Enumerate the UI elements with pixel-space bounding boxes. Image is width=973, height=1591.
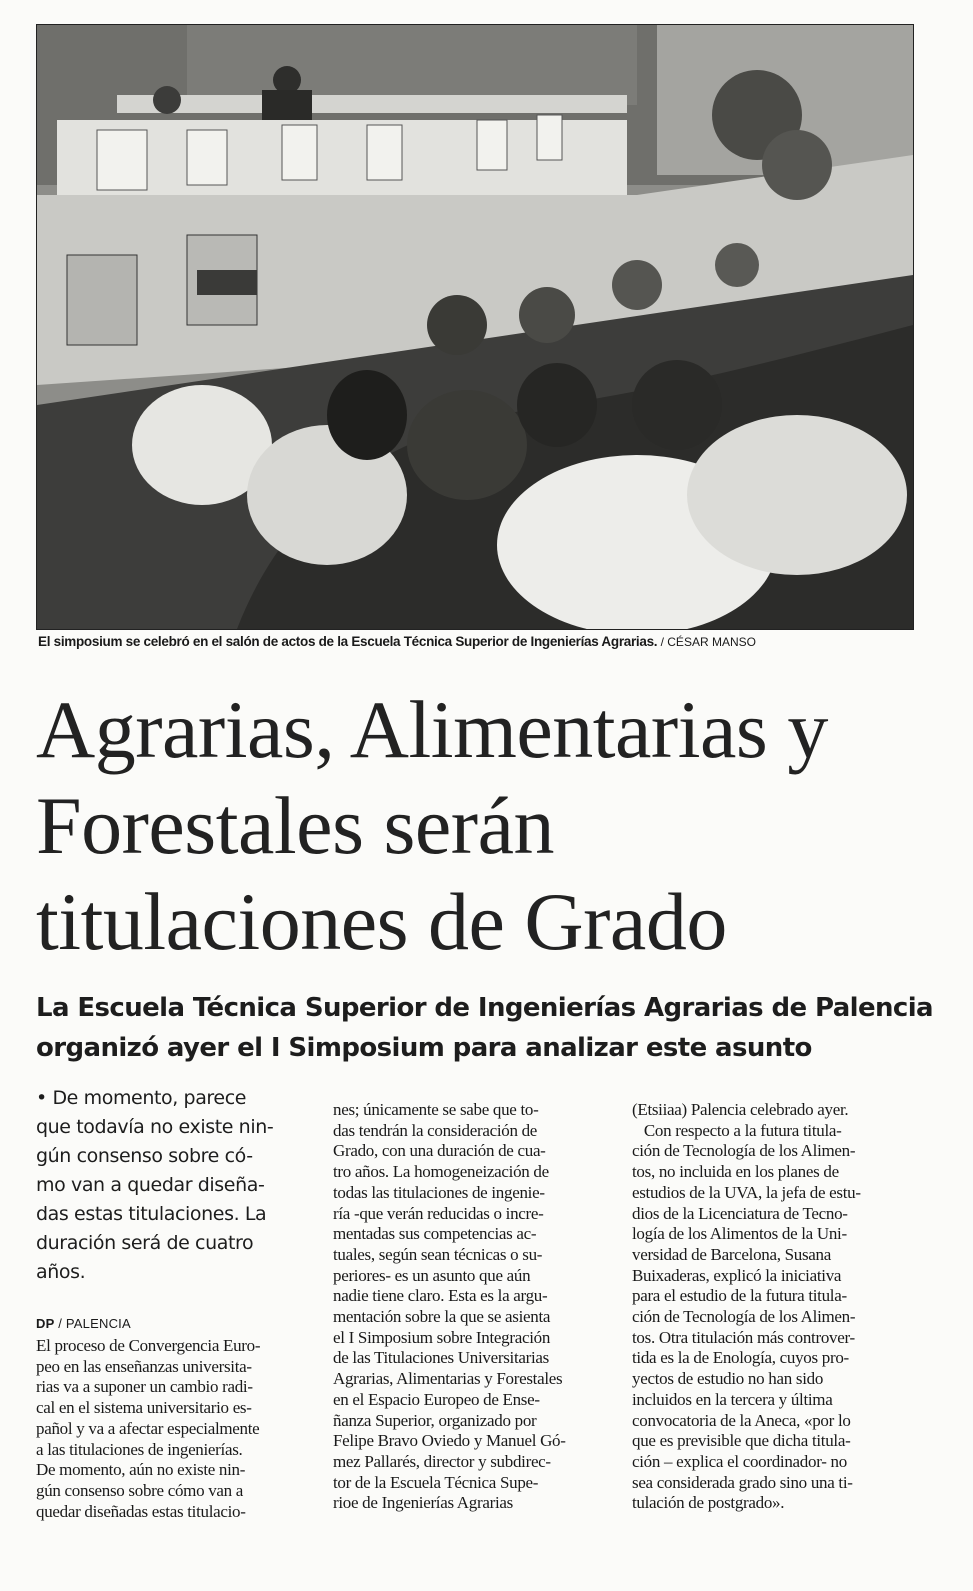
body-line: dios de la Licenciatura de Tecno- [632, 1203, 848, 1223]
lead-line: • De momento, parece [36, 1087, 247, 1109]
body-line: nes; únicamente se sabe que to- [333, 1100, 539, 1119]
body-line: para el estudio de la futura titula- [632, 1286, 847, 1306]
body-line: ción – explica el coordinador- no [632, 1451, 847, 1471]
subhead-line: organizó ayer el I Simposium para analizar este asunto [36, 1033, 812, 1063]
body-line: tuales, según sean técnicas o su- [333, 1244, 543, 1264]
body-line: versidad de Barcelona, Susana [632, 1244, 832, 1264]
headline-line: titulaciones de Grado [36, 876, 727, 967]
body-line: nadie tiene claro. Esta es la argu- [333, 1286, 548, 1306]
lead-line: que todavía no existe nin- [36, 1116, 274, 1138]
byline-agency: DP [36, 1316, 55, 1331]
subhead-line: La Escuela Técnica Superior de Ingenierías Agrarias de Palencia [36, 993, 933, 1023]
byline-place: / PALENCIA [54, 1316, 131, 1331]
body-line: ción de Tecnología de los Alimen- [632, 1307, 856, 1327]
lead-line: das estas titulaciones. La [36, 1203, 267, 1225]
body-column-3 [632, 1100, 910, 1514]
body-line: gún consenso sobre cómo van a [36, 1480, 244, 1500]
body-line: ción de Tecnología de los Alimen- [632, 1141, 856, 1161]
body-line: yectos de estudio no han sido [632, 1369, 824, 1389]
photo-caption [38, 634, 918, 649]
body-line: El proceso de Convergencia Euro- [36, 1336, 261, 1355]
body-line: tor de la Escuela Técnica Supe- [333, 1472, 539, 1492]
body-line: en el Espacio Europeo de Ense- [333, 1389, 540, 1409]
subheadline [36, 988, 936, 1068]
body-line: rias va a suponer un cambio radi- [36, 1377, 253, 1397]
body-line: de las Titulaciones Universitarias [333, 1348, 549, 1368]
body-line: quedar diseñadas estas titulacio- [36, 1501, 246, 1521]
body-line: rioe de Ingenierías Agrarias [333, 1493, 513, 1513]
lead-line: duración será de cuatro [36, 1232, 254, 1254]
headline-line: Forestales serán [36, 780, 554, 871]
body-line: De momento, aún no existe nin- [36, 1460, 246, 1480]
body-line: periores- es un asunto que aún [333, 1265, 531, 1285]
body-line: cal en el sistema universitario es- [36, 1398, 252, 1418]
auditorium-photo-icon [37, 25, 913, 629]
body-line: Buixaderas, explicó la iniciativa [632, 1265, 842, 1285]
body-line: logía de los Alimentos de la Uni- [632, 1224, 847, 1244]
lead-line: mo van a quedar diseña- [36, 1174, 265, 1196]
body-line: mentadas sus competencias ac- [333, 1224, 537, 1244]
body-line: (Etsiiaa) Palencia celebrado ayer. [632, 1100, 849, 1119]
article-photo [36, 24, 914, 630]
body-column-1 [36, 1336, 308, 1522]
body-line: tos. Otra titulación más controver- [632, 1327, 855, 1347]
body-line: tida es la de Enología, cuyos pro- [632, 1348, 849, 1368]
body-line: mentación sobre la que se asienta [333, 1307, 551, 1327]
byline [36, 1316, 276, 1331]
body-line: das tendrán la consideración de [333, 1120, 538, 1140]
body-line: Felipe Bravo Oviedo y Manuel Gó- [333, 1431, 566, 1451]
body-line: Agrarias, Alimentarias y Forestales [333, 1369, 563, 1389]
body-line: estudios de la UVA, la jefa de estu- [632, 1182, 861, 1202]
body-line: peo en las enseñanzas universita- [36, 1356, 252, 1376]
body-line: Con respecto a la futura titula- [632, 1120, 842, 1140]
body-line: ñanza Superior, organizado por [333, 1410, 537, 1430]
body-line: a las titulaciones de ingenierías. [36, 1439, 243, 1459]
caption-credit: / CÉSAR MANSO [657, 635, 756, 649]
body-line: convocatoria de la Aneca, «por lo [632, 1410, 851, 1430]
body-line: ría -que verán reducidas o incre- [333, 1203, 544, 1223]
body-line: el I Simposium sobre Integración [333, 1327, 551, 1347]
lead-line: años. [36, 1261, 86, 1283]
body-line: que es previsible que dicha titula- [632, 1431, 851, 1451]
headline-line: Agrarias, Alimentarias y [36, 684, 828, 775]
body-line: tulación de postgrado». [632, 1493, 785, 1513]
caption-text: El simposium se celebró en el salón de actos de la Escuela Técnica Superior de Ingenierías Agrarias. [38, 634, 658, 649]
body-line: tro años. La homogeneización de [333, 1162, 549, 1182]
headline [36, 682, 936, 970]
lead-line: gún consenso sobre có- [36, 1145, 253, 1167]
body-line: sea considerada grado sino una ti- [632, 1472, 853, 1492]
body-column-2 [333, 1100, 609, 1514]
body-line: mez Pallarés, director y subdirec- [333, 1451, 551, 1471]
lead-paragraph [36, 1084, 284, 1287]
body-line: todas las titulaciones de ingenie- [333, 1182, 545, 1202]
body-line: tos, no incluida en los planes de [632, 1162, 839, 1182]
body-line: pañol y va a afectar especialmente [36, 1418, 260, 1438]
body-line: Grado, con una duración de cua- [333, 1141, 546, 1161]
body-line: incluidos en la tercera y última [632, 1389, 833, 1409]
